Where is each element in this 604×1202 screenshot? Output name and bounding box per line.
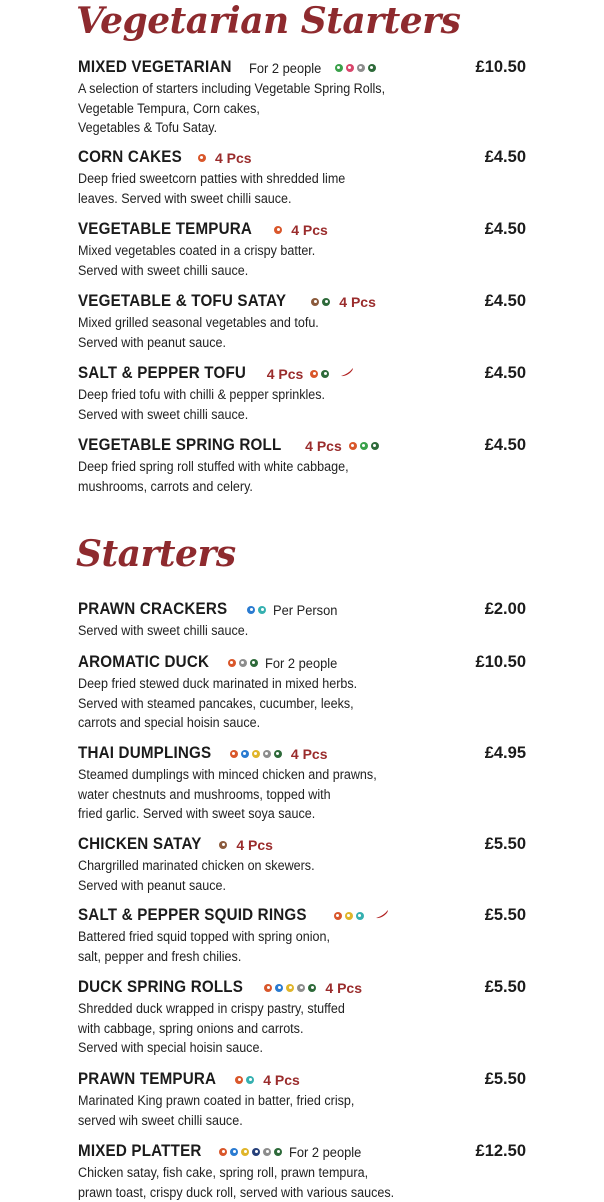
menu-item-name: VEGETABLE TEMPURA xyxy=(78,220,252,239)
description-line: Marinated King prawn coated in batter, fried crisp, xyxy=(78,1091,524,1111)
menu-item-description xyxy=(78,765,524,824)
dietary-icons xyxy=(247,606,266,614)
dietary-icons xyxy=(349,442,379,450)
description-line: Shredded duck wrapped in crispy pastry, stuffed xyxy=(78,999,524,1019)
dietary-icons xyxy=(311,298,330,306)
menu-item-pieces: 4 Pcs xyxy=(236,837,273,853)
icon-orange-dot xyxy=(198,154,206,162)
menu-item-title-row xyxy=(78,906,389,925)
menu-item xyxy=(78,364,526,424)
menu-item xyxy=(78,978,526,1058)
menu-item-name: MIXED VEGETARIAN xyxy=(78,58,232,77)
description-line: Served with special hoisin sauce. xyxy=(78,1038,524,1058)
menu-item-title-row xyxy=(78,835,273,854)
menu-item-name: MIXED PLATTER xyxy=(78,1142,202,1161)
icon-darkgreen-dot xyxy=(321,370,329,378)
menu-item-header xyxy=(78,436,526,458)
menu-item-name: THAI DUMPLINGS xyxy=(78,744,211,763)
menu-item-price: £4.95 xyxy=(485,744,526,763)
dietary-icons xyxy=(310,370,329,378)
icon-blue-dot xyxy=(247,606,255,614)
menu-item-title-row xyxy=(78,653,343,672)
section-title-vegetarian: Vegetarian Starters xyxy=(76,0,460,42)
menu-item xyxy=(78,436,526,496)
menu-item-title-row xyxy=(78,978,362,997)
dietary-icons xyxy=(228,659,258,667)
menu-item-description xyxy=(78,999,524,1058)
menu-item-title-row xyxy=(78,744,327,763)
description-line: prawn toast, crispy duck roll, served with various sauces. xyxy=(78,1183,524,1202)
dietary-icons xyxy=(219,841,227,849)
menu-item-description xyxy=(78,241,524,280)
menu-item-description xyxy=(78,385,524,424)
menu-item-header xyxy=(78,220,526,242)
menu-item-header xyxy=(78,835,526,857)
dietary-icons xyxy=(274,226,282,234)
menu-item-name: SALT & PEPPER SQUID RINGS xyxy=(78,906,307,925)
menu-item xyxy=(78,220,526,280)
description-line: Deep fried tofu with chilli & pepper sprinkles. xyxy=(78,385,524,405)
menu-item xyxy=(78,58,526,138)
icon-green-dot xyxy=(360,442,368,450)
menu-item-name: SALT & PEPPER TOFU xyxy=(78,364,246,383)
menu-item-title-row xyxy=(78,600,343,619)
menu-item-pieces: 4 Pcs xyxy=(305,438,342,454)
menu-item-description xyxy=(78,457,524,496)
menu-item-name: PRAWN CRACKERS xyxy=(78,600,227,619)
description-line: Served with peanut sauce. xyxy=(78,876,524,896)
menu-item-pieces: 4 Pcs xyxy=(291,746,328,762)
menu-item-title-row xyxy=(78,292,376,311)
menu-item-price: £10.50 xyxy=(476,58,526,77)
icon-pink-dot xyxy=(346,64,354,72)
menu-item-price: £5.50 xyxy=(485,978,526,997)
description-line: Deep fried spring roll stuffed with white cabbage, xyxy=(78,457,524,477)
dietary-icons xyxy=(198,154,206,162)
description-line: Chicken satay, fish cake, spring roll, prawn tempura, xyxy=(78,1163,524,1183)
menu-item xyxy=(78,1070,526,1130)
menu-item-title-row xyxy=(78,1142,368,1161)
menu-item-description xyxy=(78,621,524,641)
icon-grey-dot xyxy=(357,64,365,72)
menu-item xyxy=(78,1142,526,1202)
menu-item-price: £12.50 xyxy=(476,1142,526,1161)
icon-darkgreen-dot xyxy=(250,659,258,667)
menu-item xyxy=(78,148,526,208)
menu-item-price: £4.50 xyxy=(485,364,526,383)
description-line: leaves. Served with sweet chilli sauce. xyxy=(78,189,524,209)
menu-item-header xyxy=(78,744,526,766)
menu-item-price: £4.50 xyxy=(485,148,526,167)
menu-item-name: CHICKEN SATAY xyxy=(78,835,202,854)
icon-grey-dot xyxy=(297,984,305,992)
icon-green-dot xyxy=(335,64,343,72)
menu-item xyxy=(78,653,526,733)
icon-navy-dot xyxy=(252,1148,260,1156)
menu-item-price: £5.50 xyxy=(485,906,526,925)
menu-item-header xyxy=(78,364,526,386)
icon-orange-dot xyxy=(274,226,282,234)
description-line: Battered fried squid topped with spring onion, xyxy=(78,927,524,947)
menu-item xyxy=(78,744,526,824)
icon-grey-dot xyxy=(263,750,271,758)
menu-item-title-row xyxy=(78,1070,300,1089)
menu-item-title-row xyxy=(78,436,382,455)
description-line: Steamed dumplings with minced chicken and prawns, xyxy=(78,765,524,785)
icon-orange-dot xyxy=(264,984,272,992)
icon-orange-dot xyxy=(228,659,236,667)
menu-item-header xyxy=(78,906,526,928)
description-line: Mixed grilled seasonal vegetables and tofu. xyxy=(78,313,524,333)
menu-item-price: £5.50 xyxy=(485,1070,526,1089)
description-line: water chestnuts and mushrooms, topped with xyxy=(78,785,524,805)
icon-orange-dot xyxy=(310,370,318,378)
description-line: Served with sweet chilli sauce. xyxy=(78,261,524,281)
icon-blue-dot xyxy=(241,750,249,758)
description-line: Mixed vegetables coated in a crispy batter. xyxy=(78,241,524,261)
menu-item-title-row xyxy=(78,58,379,77)
icon-yellow-dot xyxy=(345,912,353,920)
dietary-icons xyxy=(334,912,364,920)
description-line: A selection of starters including Vegetable Spring Rolls, xyxy=(78,79,524,99)
icon-teal-dot xyxy=(356,912,364,920)
icon-orange-dot xyxy=(349,442,357,450)
menu-item-header xyxy=(78,600,526,622)
menu-item-price: £5.50 xyxy=(485,835,526,854)
icon-brown-dot xyxy=(219,841,227,849)
icon-yellow-dot xyxy=(252,750,260,758)
menu-item-note: For 2 people xyxy=(289,1144,361,1160)
description-line: Deep fried sweetcorn patties with shredded lime xyxy=(78,169,524,189)
menu-item-pieces: 4 Pcs xyxy=(263,1072,300,1088)
menu-item-name: DUCK SPRING ROLLS xyxy=(78,978,243,997)
menu-item-title-row xyxy=(78,220,328,239)
menu-item-name: VEGETABLE & TOFU SATAY xyxy=(78,292,286,311)
description-line: Chargrilled marinated chicken on skewers. xyxy=(78,856,524,876)
icon-yellow-dot xyxy=(241,1148,249,1156)
dietary-icons xyxy=(264,984,316,992)
menu-item-header xyxy=(78,978,526,1000)
menu-item-name: CORN CAKES xyxy=(78,148,182,167)
menu-item-description xyxy=(78,1091,524,1130)
menu-item-description xyxy=(78,1163,524,1202)
description-line: salt, pepper and fresh chilies. xyxy=(78,947,524,967)
icon-darkgreen-dot xyxy=(322,298,330,306)
menu-item xyxy=(78,835,526,895)
menu-item-header xyxy=(78,148,526,170)
icon-orange-dot xyxy=(334,912,342,920)
icon-yellow-dot xyxy=(286,984,294,992)
menu-item-description xyxy=(78,79,524,138)
icon-orange-dot xyxy=(235,1076,243,1084)
menu-item-description xyxy=(78,674,524,733)
menu-item-description xyxy=(78,927,524,966)
menu-item-price: £4.50 xyxy=(485,292,526,311)
menu-item-price: £2.00 xyxy=(485,600,526,619)
icon-darkgreen-dot xyxy=(274,1148,282,1156)
icon-grey-dot xyxy=(239,659,247,667)
menu-item-price: £4.50 xyxy=(485,220,526,239)
icon-blue-dot xyxy=(230,1148,238,1156)
icon-orange-dot xyxy=(219,1148,227,1156)
menu-item-description xyxy=(78,856,524,895)
menu-item-description xyxy=(78,313,524,352)
description-line: Deep fried stewed duck marinated in mixed herbs. xyxy=(78,674,524,694)
menu-item-pieces: 4 Pcs xyxy=(215,150,252,166)
menu-item-note: Per Person xyxy=(273,602,337,618)
menu-item xyxy=(78,906,526,966)
section-title-starters: Starters xyxy=(76,533,236,575)
description-line: served wih sweet chilli sauce. xyxy=(78,1111,524,1131)
description-line: mushrooms, carrots and celery. xyxy=(78,477,524,497)
icon-grey-dot xyxy=(263,1148,271,1156)
dietary-icons xyxy=(219,1148,282,1156)
description-line: Served with steamed pancakes, cucumber, leeks, xyxy=(78,694,524,714)
menu-item xyxy=(78,292,526,352)
icon-darkgreen-dot xyxy=(368,64,376,72)
icon-darkgreen-dot xyxy=(371,442,379,450)
menu-item-title-row xyxy=(78,148,252,167)
chilli-icon xyxy=(340,367,354,380)
icon-darkgreen-dot xyxy=(308,984,316,992)
menu-item-price: £10.50 xyxy=(476,653,526,672)
menu-item-pieces: 4 Pcs xyxy=(291,222,328,238)
dietary-icons xyxy=(230,750,282,758)
menu-item-pieces: 4 Pcs xyxy=(339,294,376,310)
menu-item-header xyxy=(78,653,526,675)
dietary-icons xyxy=(235,1076,254,1084)
menu-item-description xyxy=(78,169,524,208)
icon-darkgreen-dot xyxy=(274,750,282,758)
menu-item-pieces: 4 Pcs xyxy=(325,980,362,996)
description-line: Served with sweet chilli sauce. xyxy=(78,621,524,641)
menu-item-title-row xyxy=(78,364,354,383)
menu-item-pieces: 4 Pcs xyxy=(267,366,304,382)
menu-item-price: £4.50 xyxy=(485,436,526,455)
chilli-icon xyxy=(375,909,389,922)
menu-item-name: VEGETABLE SPRING ROLL xyxy=(78,436,281,455)
menu-item-name: PRAWN TEMPURA xyxy=(78,1070,216,1089)
menu-item-note: For 2 people xyxy=(249,60,321,76)
menu-item-name: AROMATIC DUCK xyxy=(78,653,209,672)
description-line: Served with peanut sauce. xyxy=(78,333,524,353)
description-line: with cabbage, spring onions and carrots. xyxy=(78,1019,524,1039)
menu-item-note: For 2 people xyxy=(265,655,337,671)
description-line: Vegetable Tempura, Corn cakes, xyxy=(78,99,524,119)
icon-brown-dot xyxy=(311,298,319,306)
description-line: Vegetables & Tofu Satay. xyxy=(78,118,524,138)
description-line: Served with sweet chilli sauce. xyxy=(78,405,524,425)
icon-orange-dot xyxy=(230,750,238,758)
icon-teal-dot xyxy=(246,1076,254,1084)
menu-item-header xyxy=(78,292,526,314)
menu-item-header xyxy=(78,1142,526,1164)
menu-item xyxy=(78,600,526,641)
menu-item-header xyxy=(78,1070,526,1092)
description-line: carrots and special hoisin sauce. xyxy=(78,713,524,733)
icon-teal-dot xyxy=(258,606,266,614)
menu-item-header xyxy=(78,58,526,80)
icon-blue-dot xyxy=(275,984,283,992)
dietary-icons xyxy=(335,64,376,72)
description-line: fried garlic. Served with sweet soya sauce. xyxy=(78,804,524,824)
